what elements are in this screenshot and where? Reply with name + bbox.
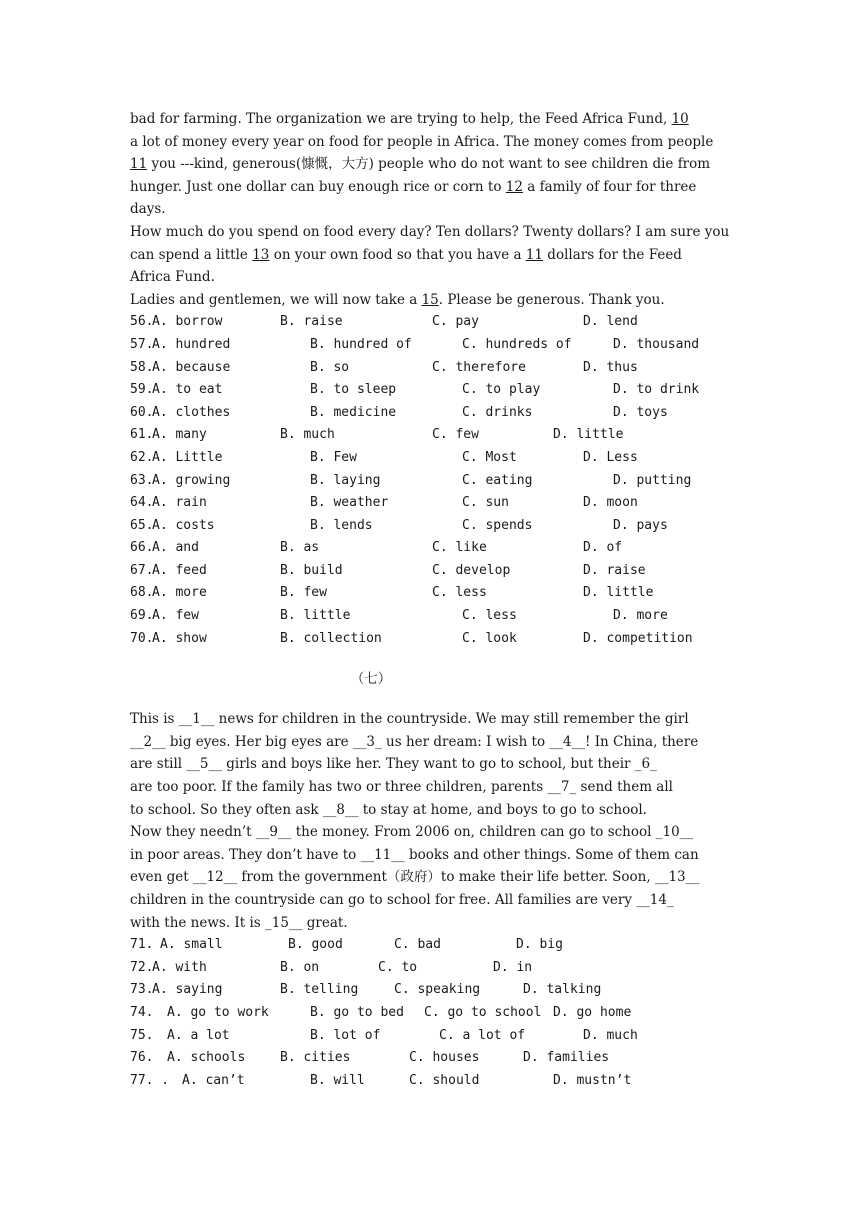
option-c: C. look xyxy=(462,630,517,646)
option-b: B. laying xyxy=(310,472,381,488)
option-d: D. to drink xyxy=(613,382,700,398)
question-number: 60. xyxy=(130,404,154,420)
question-number: 70. xyxy=(130,630,154,646)
question-number: 58. xyxy=(130,359,154,375)
question-row xyxy=(130,492,732,515)
question-row xyxy=(130,357,732,380)
option-d: D. thus xyxy=(583,359,638,375)
question-row xyxy=(130,1002,732,1025)
passage-line: days. xyxy=(130,201,166,218)
section-title: （七） xyxy=(350,671,392,688)
option-d: D. moon xyxy=(583,495,638,511)
option-d: D. thousand xyxy=(613,336,700,352)
option-d: D. in xyxy=(493,959,533,975)
passage-line: 11 you ---kind, generous(慷慨，大方) people who do not want to see children die from xyxy=(130,156,711,173)
option-c: C. pay xyxy=(432,314,479,330)
question-number: 59. xyxy=(130,382,154,398)
question-row xyxy=(130,934,732,957)
passage-line: bad for farming. The organization we are trying to help, the Feed Africa Fund, 10 xyxy=(130,111,689,127)
option-b: B. little xyxy=(280,608,351,624)
option-b: B. build xyxy=(280,562,343,578)
option-c: C. few xyxy=(432,427,479,443)
option-b: B. good xyxy=(288,937,343,953)
question-row xyxy=(130,334,732,357)
option-b: B. telling xyxy=(280,982,359,998)
option-b: B. as xyxy=(280,540,320,556)
option-b: B. medicine xyxy=(310,404,397,420)
question-number: 56. xyxy=(130,314,154,330)
option-c: C. spends xyxy=(462,517,533,533)
option-a: A. more xyxy=(152,585,207,601)
option-b: B. raise xyxy=(280,314,343,330)
option-b: B. collection xyxy=(280,630,382,646)
option-b: B. lends xyxy=(310,517,373,533)
passage-line: are too poor. If the family has two or three children, parents __7_ send them all xyxy=(130,779,673,796)
option-d: D. mustn’t xyxy=(553,1072,632,1088)
option-b: B. go to bed xyxy=(310,1004,404,1020)
option-d: D. go home xyxy=(553,1004,632,1020)
question-row xyxy=(130,424,732,447)
option-d: D. families xyxy=(523,1050,610,1066)
question-number: 74. xyxy=(130,1004,154,1020)
option-a: A. feed xyxy=(152,562,207,578)
passage-line: to school. So they often ask __8__ to stay at home, and boys to go to school. xyxy=(130,801,647,818)
option-a: A. few xyxy=(152,608,199,624)
option-a: A. to eat xyxy=(152,382,223,398)
question-list-six xyxy=(130,311,732,650)
blank-number: 11 xyxy=(130,156,148,173)
blank-number: 15 xyxy=(421,291,439,308)
passage-line: even get __12__ from the government（政府）to make their life better. Soon, __13__ xyxy=(130,869,700,886)
blank-number: 13 xyxy=(252,246,270,263)
question-list-seven xyxy=(130,934,732,1092)
option-c: C. speaking xyxy=(394,982,481,998)
option-b: B. cities xyxy=(280,1050,351,1066)
option-b: B. on xyxy=(280,959,320,975)
option-c: C. less xyxy=(432,585,487,601)
option-a: A. can’t xyxy=(182,1072,245,1088)
question-number: 71. xyxy=(130,937,154,953)
question-row xyxy=(130,537,732,560)
option-c: C. therefore xyxy=(432,359,526,375)
question-row xyxy=(130,447,732,470)
question-row xyxy=(130,957,732,980)
question-number: 72. xyxy=(130,959,154,975)
option-a: A. Little xyxy=(152,449,223,465)
question-row xyxy=(130,1025,732,1048)
passage-line: can spend a little 13 on your own food so that you have a 11 dollars for the Feed xyxy=(130,246,682,263)
option-b: B. so xyxy=(310,359,350,375)
option-d: D. putting xyxy=(613,472,692,488)
option-a: A. schools xyxy=(167,1050,246,1066)
option-c: C. hundreds of xyxy=(462,336,572,352)
question-row xyxy=(130,628,732,651)
passage-line: a lot of money every year on food for people in Africa. The money comes from people xyxy=(130,133,714,150)
document-page xyxy=(130,108,732,1092)
option-d: D. pays xyxy=(613,517,668,533)
question-number: 67. xyxy=(130,562,154,578)
option-d: D. lend xyxy=(583,314,638,330)
option-a: A. rain xyxy=(152,495,207,511)
option-a: A. hundred xyxy=(152,336,231,352)
option-c: C. like xyxy=(432,540,487,556)
passage-line: Africa Fund. xyxy=(130,269,215,286)
question-row xyxy=(130,1070,732,1093)
passage-line: are still __5__ girls and boys like her. They want to go to school, but their _6_ xyxy=(130,756,657,773)
option-b: B. Few xyxy=(310,449,357,465)
option-c: C. Most xyxy=(462,449,517,465)
question-row xyxy=(130,560,732,583)
question-row xyxy=(130,1047,732,1070)
passage-line: Ladies and gentlemen, we will now take a 15. Please be generous. Thank you. xyxy=(130,291,665,308)
option-a: A. and xyxy=(152,540,199,556)
option-b: B. weather xyxy=(310,495,389,511)
question-number: 77. . xyxy=(130,1072,170,1088)
option-a: A. small xyxy=(160,937,223,953)
question-number: 61. xyxy=(130,427,154,443)
question-number: 65. xyxy=(130,517,154,533)
question-number: 62. xyxy=(130,449,154,465)
question-row xyxy=(130,379,732,402)
question-number: 68. xyxy=(130,585,154,601)
passage-line: children in the countryside can go to school for free. All families are very __14_ xyxy=(130,892,674,908)
question-number: 76. xyxy=(130,1050,154,1066)
question-row xyxy=(130,979,732,1002)
option-b: B. will xyxy=(310,1072,365,1088)
option-c: C. develop xyxy=(432,562,511,578)
option-a: A. growing xyxy=(152,472,231,488)
option-b: B. lot of xyxy=(310,1027,381,1043)
passage-line: Now they needn’t __9__ the money. From 2006 on, children can go to school _10__ xyxy=(130,824,694,841)
option-b: B. few xyxy=(280,585,327,601)
question-row xyxy=(130,582,732,605)
blank-number: 11 xyxy=(525,246,544,263)
option-a: A. because xyxy=(152,359,231,375)
question-row xyxy=(130,605,732,628)
passage-line: with the news. It is _15__ great. xyxy=(130,914,348,931)
question-number: 69. xyxy=(130,608,154,624)
option-b: B. to sleep xyxy=(310,382,397,398)
option-c: C. a lot of xyxy=(439,1027,526,1043)
question-number: 57. xyxy=(130,336,154,352)
passage-line: hunger. Just one dollar can buy enough rice or corn to 12 a family of four for three xyxy=(130,178,697,195)
question-number: 64. xyxy=(130,495,154,511)
question-number: 63. xyxy=(130,472,154,488)
option-a: A. clothes xyxy=(152,404,231,420)
blank-number: 12 xyxy=(505,178,523,195)
option-a: A. go to work xyxy=(167,1004,269,1020)
option-c: C. less xyxy=(462,608,517,624)
option-a: A. show xyxy=(152,630,207,646)
option-c: C. to play xyxy=(462,382,541,398)
question-row xyxy=(130,470,732,493)
question-number: 66. xyxy=(130,540,154,556)
option-b: B. hundred of xyxy=(310,336,412,352)
option-d: D. talking xyxy=(523,982,602,998)
option-c: C. to xyxy=(378,959,418,975)
option-c: C. eating xyxy=(462,472,533,488)
option-d: D. competition xyxy=(583,630,693,646)
option-d: D. more xyxy=(613,608,668,624)
question-row xyxy=(130,311,732,334)
blank-number: 10 xyxy=(671,111,689,127)
option-c: C. go to school xyxy=(424,1004,542,1020)
passage-line: __2__ big eyes. Her big eyes are __3_ us her dream: I wish to __4__! In China, there xyxy=(130,733,699,750)
option-a: A. with xyxy=(152,959,207,975)
option-d: D. toys xyxy=(613,404,668,420)
option-d: D. raise xyxy=(583,562,646,578)
option-d: D. much xyxy=(583,1027,638,1043)
question-row xyxy=(130,515,732,538)
option-d: D. Less xyxy=(583,449,638,465)
question-number: 73. xyxy=(130,982,154,998)
question-row xyxy=(130,402,732,425)
option-d: D. of xyxy=(583,540,623,556)
passage-line: in poor areas. They don’t have to __11__ books and other things. Some of them can xyxy=(130,846,699,863)
option-c: C. sun xyxy=(462,495,509,511)
option-a: A. a lot xyxy=(167,1027,230,1043)
option-a: A. borrow xyxy=(152,314,223,330)
passage-seven xyxy=(130,708,732,934)
option-a: A. saying xyxy=(152,982,223,998)
option-d: D. little xyxy=(583,585,654,601)
question-number: 75. xyxy=(130,1027,154,1043)
option-a: A. many xyxy=(152,427,207,443)
passage-line: How much do you spend on food every day? Ten dollars? Twenty dollars? I am sure you xyxy=(130,223,730,240)
option-a: A. costs xyxy=(152,517,215,533)
passage-six xyxy=(130,108,732,311)
option-d: D. big xyxy=(516,937,563,953)
option-d: D. little xyxy=(553,427,624,443)
option-c: C. houses xyxy=(409,1050,480,1066)
option-b: B. much xyxy=(280,427,335,443)
option-c: C. bad xyxy=(394,937,441,953)
passage-line: This is __1__ news for children in the countryside. We may still remember the girl xyxy=(130,711,689,728)
option-c: C. should xyxy=(409,1072,480,1088)
option-c: C. drinks xyxy=(462,404,533,420)
